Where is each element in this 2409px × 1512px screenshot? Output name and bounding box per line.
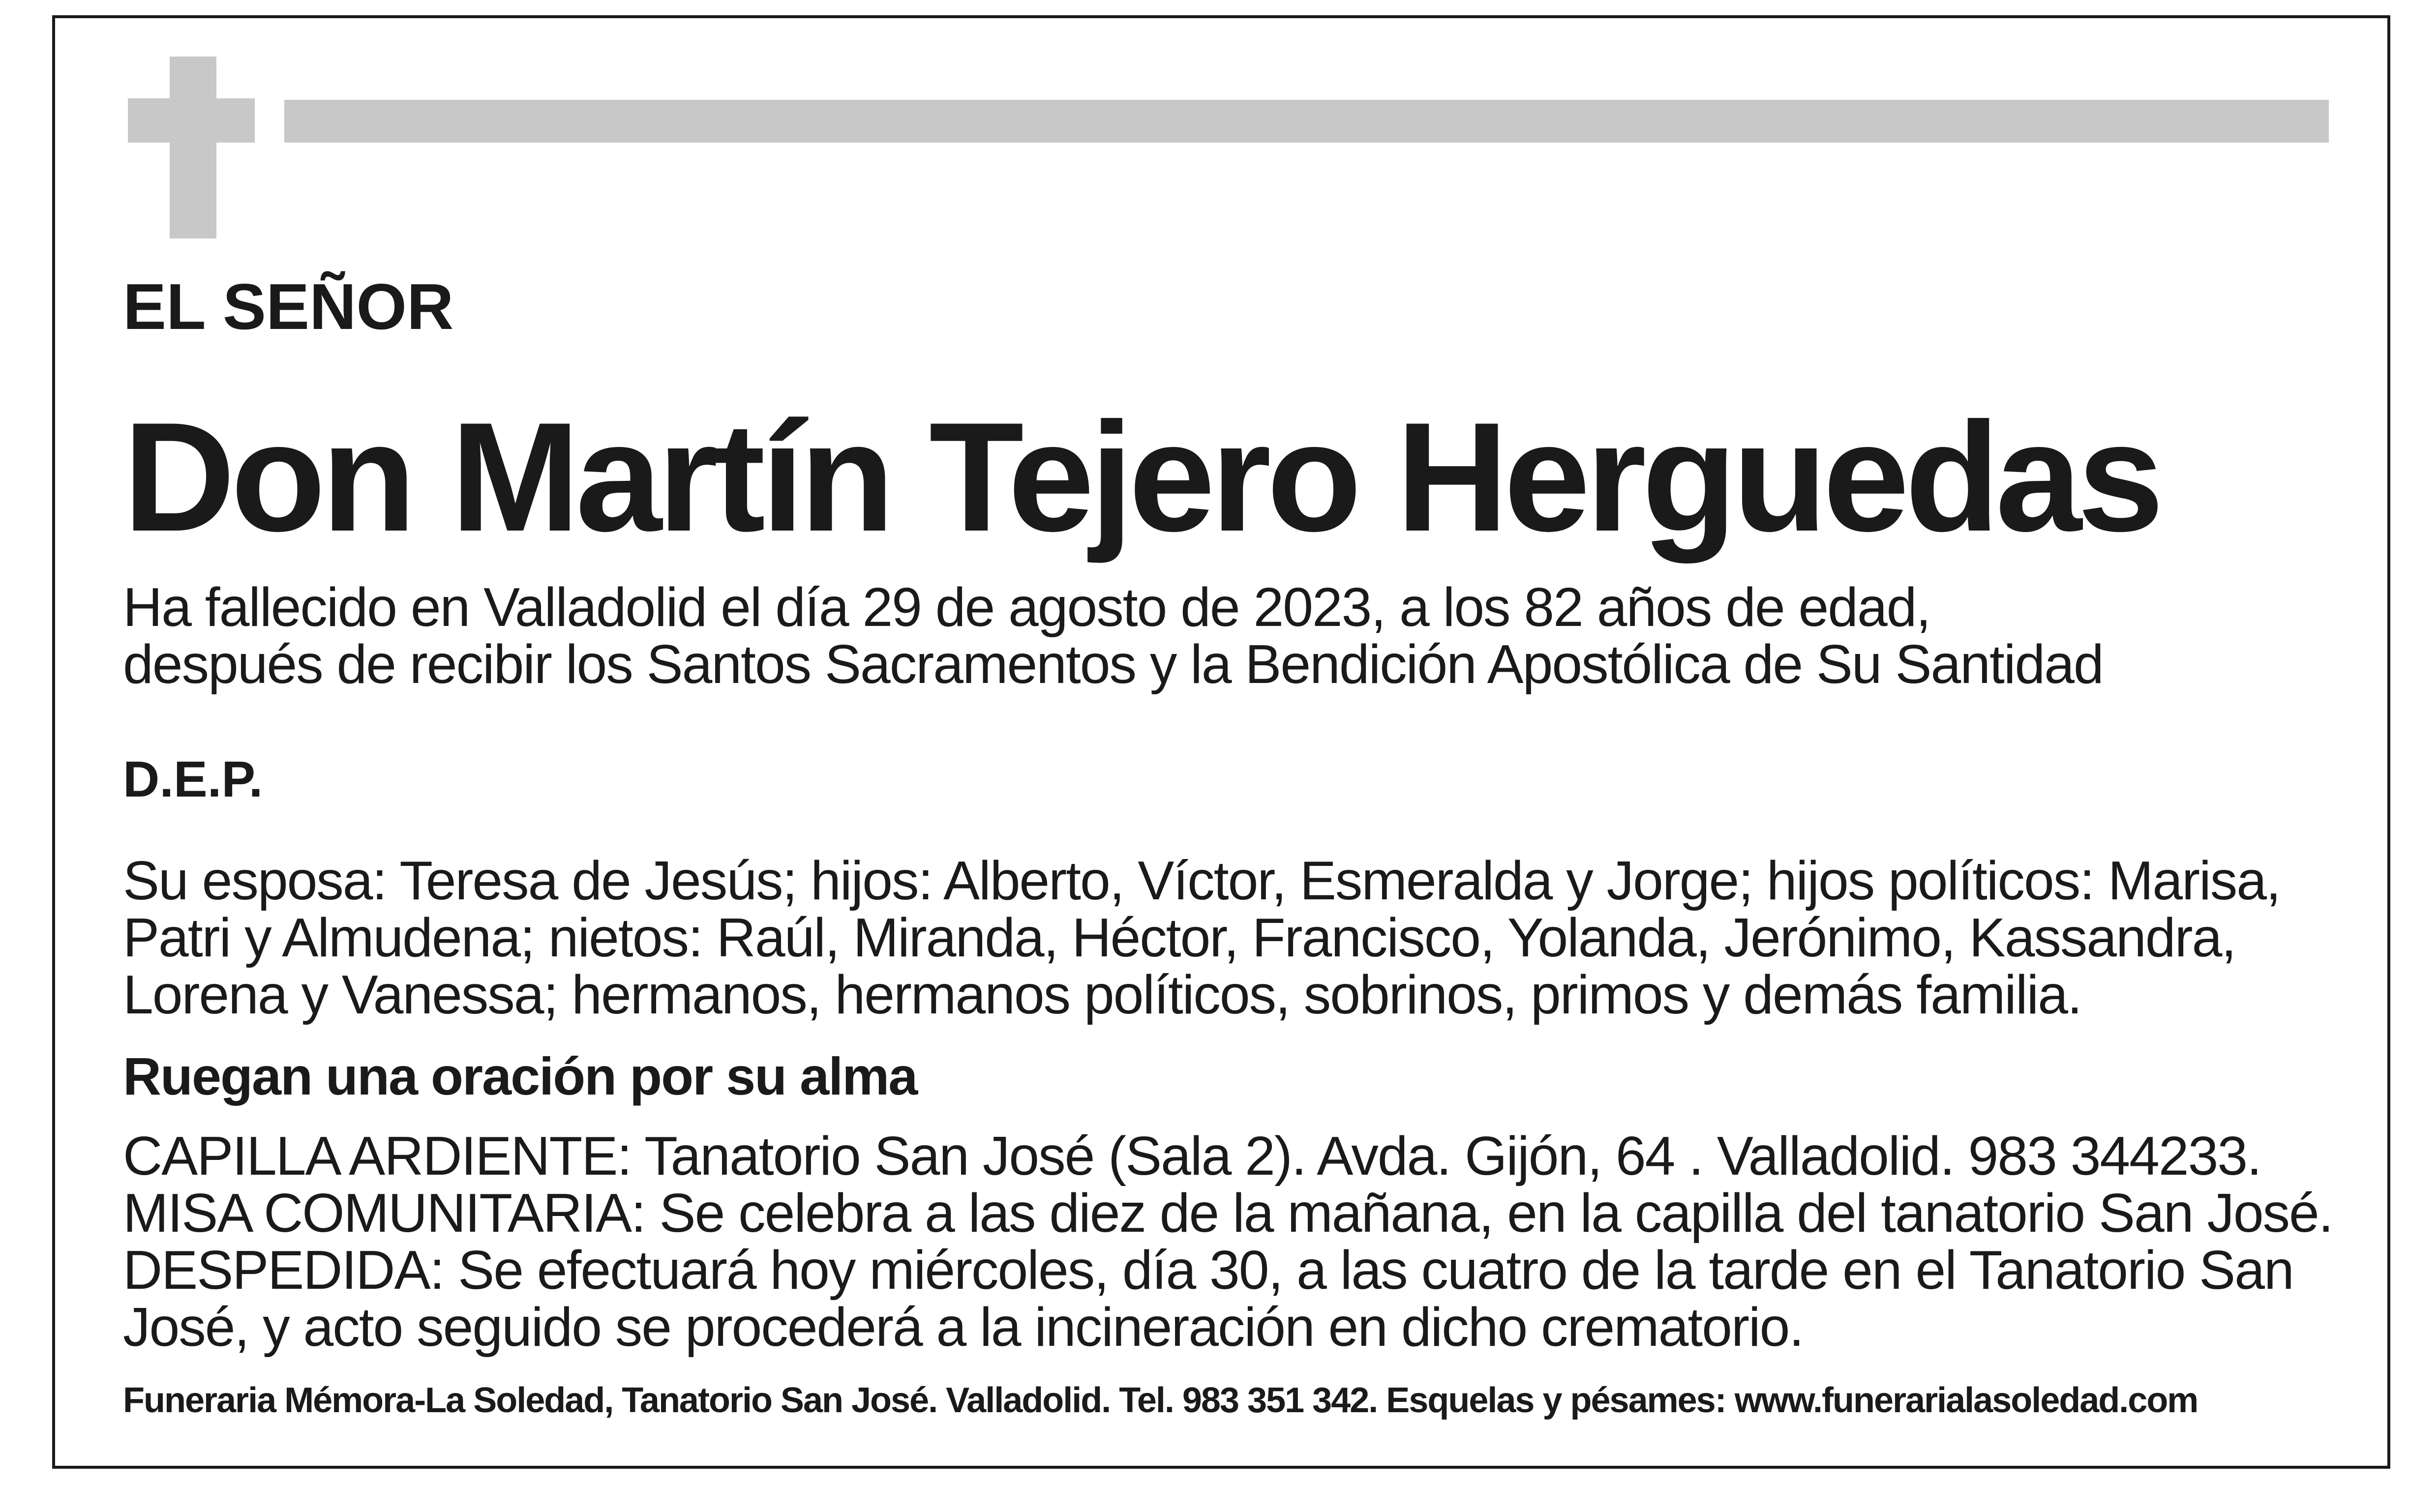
family-list <box>123 852 2280 1023</box>
service-line: DESPEDIDA: Se efectuará hoy miércoles, día 30, a las cuatro de la tarde en el Tanatorio San <box>123 1240 2293 1301</box>
family-line: Patri y Almudena; nietos: Raúl, Miranda, Héctor, Francisco, Yolanda, Jerónimo, Kassandra, <box>123 907 2236 968</box>
header-rule <box>284 100 2329 143</box>
service-line: CAPILLA ARDIENTE: Tanatorio San José (Sala 2). Avda. Gijón, 64 . Valladolid. 983 344233. <box>123 1126 2261 1186</box>
service-line: José, y acto seguido se procederá a la incineración en dicho crematorio. <box>123 1297 1804 1358</box>
cross-horizontal-bar <box>128 98 255 143</box>
service-line: MISA COMUNITARIA: Se celebra a las diez de la mañana, en la capilla del tanatorio San José. <box>123 1183 2333 1244</box>
family-line: Su esposa: Teresa de Jesús; hijos: Alberto, Víctor, Esmeralda y Jorge; hijos políticos: Marisa, <box>123 850 2280 911</box>
funeral-home-footer: Funeraria Mémora-La Soledad, Tanatorio San José. Valladolid. Tel. 983 351 342. Esquelas y pésames: www.funerarialasoledad.com <box>123 1381 2198 1420</box>
death-info-line: después de recibir los Santos Sacramentos y la Bendición Apostólica de Su Santidad <box>123 634 2103 695</box>
title-label: EL SEÑOR <box>123 270 454 343</box>
prayer-request: Ruegan una oración por su alma <box>123 1046 917 1106</box>
rip-label: D.E.P. <box>123 751 263 807</box>
death-info-line: Ha fallecido en Valladolid el día 29 de agosto de 2023, a los 82 años de edad, <box>123 577 1930 638</box>
cross-vertical-bar <box>170 57 216 238</box>
deceased-name: Don Martín Tejero Herguedas <box>123 390 2160 563</box>
death-info <box>123 579 2103 693</box>
service-details <box>123 1127 2333 1356</box>
family-line: Lorena y Vanessa; hermanos, hermanos políticos, sobrinos, primos y demás familia. <box>123 964 2081 1025</box>
